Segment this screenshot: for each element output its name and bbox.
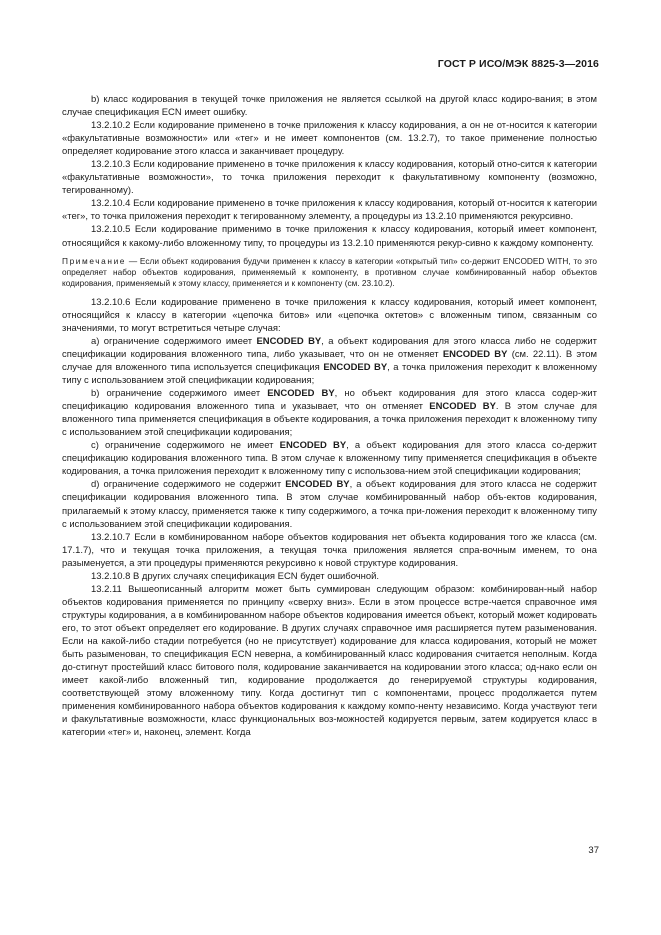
text-span: d) ограничение содержимого не содержит (91, 479, 286, 491)
paragraph: 13.2.10.6 Если кодирование применено в точке приложения к классу кодирования, который имеет компонент, относящийся к классу в категории «цепочка битов» или «цепочка октетов» с вложенным типом, связанным со значениями, то могут встретиться четыре случая: (62, 296, 597, 334)
keyword: ENCODED BY (285, 479, 350, 491)
keyword: ENCODED BY (429, 401, 496, 413)
text-span: b) ограничение содержимого имеет (91, 388, 268, 400)
text-span: , а объект кодирования для этого класса либо не содержит спецификации кодирования вложенного типа, либо указывает, что он не отменяет (62, 335, 597, 360)
note-label: Примечание (62, 255, 127, 266)
text-span: , а объект кодирования для этого класса со-держит спецификацию кодирования вложенного типа. В этом случае к вложенному типу применяется спецификация в объекте кодирования, а точка приложения переходит к вложенному типу с использова-нием этой спецификации кодирования; (62, 440, 597, 478)
keyword: ENCODED BY (256, 335, 322, 347)
paragraph: 13.2.11 Вышеописанный алгоритм может быть суммирован следующим образом: комбинирован-ный набор объектов кодирования применяется по принципу «сверху вниз». Если в этом процессе встре-чается справочное имя структуры кодирования, а в комбинированном наборе объектов кодирования имеется объект, который может кодировать его, то этот объект определяет его кодирование. В других случаях справочное имя расширяется путем разыменования. Если на какой-либо стадии потребуется (но не присутствует) кодирование для класса кодирования, который не может быть разыменован, то спецификация ECN неверна, а комбинированный класс кодирования считается неполным. Когда до-стигнут простейший класс битового поля, кодирование заканчивается на кодировании этого класса; од-нако если он имеет какой-либо вложенный тип, кодирование продолжается до генерируемой структуры кодирования, соответствующей этому вложенному типу. Когда достигнут тип с компонентами, процесс продолжается путем применения комбинированного набора объектов кодирования к каждому компо-ненту независимо. Когда участвуют теги и факультативные возможности, класс функциональных воз-можностей кодируется первым, затем кодируется класс в категории «тег» и, наконец, элемент. Когда (62, 583, 597, 739)
case-a (62, 335, 597, 387)
keyword: ENCODED BY (442, 348, 508, 360)
paragraph: b) класс кодирования в текущей точке приложения не является ссылкой на другой класс кодиро-вания; в этом случае спецификация ECN имеет ошибку. (62, 94, 597, 119)
case-b (62, 387, 597, 439)
keyword: ENCODED BY (279, 440, 347, 452)
paragraph: 13.2.10.7 Если в комбинированном наборе объектов кодирования нет объекта кодирования того же класса (см. 17.1.7), что и текущая точка приложения, а текущая точка приложения является спра-вочным именем, то она разыменуется, а эти процедуры применяются рекурсивно к новой структуре кодирования. (62, 531, 597, 569)
text-span: , а точка приложения переходит к вложенному типу с использованием этой спецификации кодирования; (62, 362, 597, 387)
keyword: ENCODED BY (323, 362, 388, 374)
page-body (62, 93, 597, 739)
text-span: (см. 22.11). В этом случае для вложенного типа используется спецификация (62, 348, 597, 374)
text-span: , а объект кодирования для этого класса не содержит спецификации кодирования вложенного типа. В этом случае комбинированный набор объ-ектов кодирования, прилагаемый к этому классу, применяется также к типу содержимого, а точка при-ложения переходит к вложенному типу с использованием этой спецификации кодирования. (62, 479, 597, 530)
paragraph: 13.2.10.4 Если кодирование применено в точке приложения к классу кодирования, который от-носится к категории «тег», то точка приложения переходит к тегированному элементу, а процедуры из 13.2.10 применяются рекурсивно. (62, 198, 597, 223)
note (62, 256, 597, 290)
page-number: 37 (588, 845, 599, 856)
paragraph: 13.2.10.8 В других случаях спецификация ECN будет ошибочной. (91, 570, 380, 582)
text-span: . В этом случае для вложенного типа применяется спецификация в объекте кодирования, а точка приложения переходит к вложенному типу с использованием этой спецификации кодирования; (62, 401, 597, 439)
text-span: , но объект кодирования для этого класса содер-жит спецификацию кодирования вложенного типа и указывает, что он отменяет (62, 388, 597, 413)
text-span: а) ограничение содержимого имеет (91, 335, 257, 347)
case-c (62, 439, 597, 478)
keyword: ENCODED BY (267, 388, 335, 400)
paragraph: 13.2.10.5 Если кодирование применимо в точке приложения к классу кодирования, который имеет компонент, относящийся к какому-либо вложенному типу, то процедуры из 13.2.10 применяются рекур-сивно к каждому компоненту. (62, 224, 597, 249)
document-header: ГОСТ Р ИСО/МЭК 8825-3—2016 (437, 58, 599, 70)
note-text: — Если объект кодирования будучи применен к классу в категории «открытый тип» со-держит ENCODED WITH, то это определяет набор объектов кодирования, применяемый к компоненту, в противном случае комбинированный набор объектов кодирования, применяемый к этому классу, применяется и к компоненту (см. 23.10.2). (62, 255, 597, 289)
paragraph: 13.2.10.3 Если кодирование применено в точке приложения к классу кодирования, который отно-сится к категории «факультативные возможности», то точка приложения переходит к факультативному компоненту (возможно, тегированному). (62, 159, 597, 197)
paragraph: 13.2.10.2 Если кодирование применено в точке приложения к классу кодирования, а он не от-носится к категории «факультативные возможности» или «тег» и не имеет компонентов (см. 13.2.7), то такое применение полностью определяет кодирование этого класса и заканчивает процедуру. (62, 120, 597, 158)
case-d (62, 478, 597, 530)
text-span: с) ограничение содержимого не имеет (91, 440, 280, 452)
